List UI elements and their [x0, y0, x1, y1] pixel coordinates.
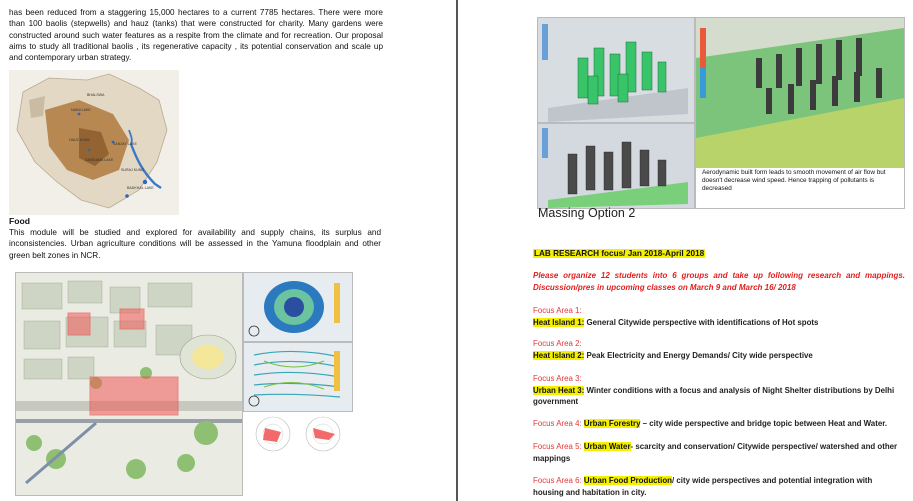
focus-area-title: Heat Island 1: [533, 317, 585, 327]
right-page [460, 0, 913, 501]
aero-caption: Aerodynamic built form leads to smooth movement of air flow but doesn't decrease wind speed. Hence trapping of pollutants is decreased [702, 169, 886, 192]
focus-area-title: Urban Food Production [583, 476, 672, 485]
focus-area-6 [533, 475, 905, 498]
massing-option-label: Massing Option 2 [538, 206, 636, 220]
focus-area-text: - scarcity and conservation/ Citywide perspective/ watershed and other mappings [533, 442, 898, 463]
focus-area-3 [533, 373, 905, 408]
map-label: SANJAY LAKE [113, 142, 137, 146]
aerodynamic-city-render [695, 17, 905, 209]
focus-area-label: Focus Area 2: [533, 339, 582, 348]
map-label: NAINI LAKE [71, 108, 91, 112]
focus-area-label: Focus Area 6: [533, 476, 582, 485]
massing-render-2 [537, 123, 695, 209]
focus-area-text: Winter conditions with a focus and analysis of Night Shelter distributions by Delhi government [533, 385, 895, 406]
wind-flow-simulation-2 [243, 342, 353, 412]
focus-area-5 [533, 441, 905, 464]
food-heading: Food [9, 216, 30, 226]
focus-area-title: Urban Forestry [583, 419, 641, 428]
focus-area-text: – city wide perspective and bridge topic between Heat and Water. [640, 419, 888, 428]
lab-research-title: LAB RESEARCH focus/ Jan 2018-April 2018 [534, 249, 705, 258]
focus-area-title: Heat Island 2: [533, 350, 585, 360]
focus-area-text: Peak Electricity and Energy Demands/ City wide perspective [584, 350, 813, 360]
massing-render-1 [537, 17, 695, 123]
food-paragraph: This module will be studied and explored for availability and supply chains, its surplus and inconsistencies. Urban agriculture conditions will be assessed in the Yamuna floodplain and other green belt zones in NCR. [9, 228, 381, 260]
focus-area-label: Focus Area 1: [533, 306, 582, 315]
map-label: HAUZ KHAS [69, 138, 90, 142]
map-label: BADKHAL LAKE [127, 186, 154, 190]
wind-rose-diagrams [243, 414, 351, 456]
group-instructions: Please organize 12 students into 6 groups and take up following research and mappings. Discussion/pres in upcoming classes on March 9 and March 16/ 2018 [533, 271, 905, 292]
focus-area-text: General Citywide perspective with identifications of Hot spots [584, 317, 819, 327]
left-page [0, 0, 455, 501]
focus-area-label: Focus Area 3: [533, 374, 582, 383]
delhi-water-map [9, 70, 179, 215]
map-label: SURAJ KUND [121, 168, 144, 172]
wind-flow-simulation-1 [243, 272, 353, 342]
map-label: BHALSWA [87, 93, 105, 97]
focus-area-1 [533, 305, 905, 328]
intro-paragraph: has been reduced from a staggering 15,000 hectares to a current 7785 hectares. There were more than 100 baolis (stepwells) and hauz (tanks) that were constructed for charity. Many gardens were constructed around such water features as a respite from the climate and for recreation. Our proposal aims to study all traditional baolis , its regenerative capacity , its potential conservation and scale up and contemporary urban strategy. [9, 8, 383, 63]
focus-area-2 [533, 338, 905, 361]
focus-area-4 [533, 418, 905, 430]
focus-area-label: Focus Area 5: [533, 442, 582, 451]
site-masterplan-image [15, 272, 243, 496]
focus-area-title: Urban Heat 3: [533, 385, 585, 395]
focus-area-label: Focus Area 4: [533, 419, 582, 428]
page-divider [456, 0, 458, 501]
focus-area-title: Urban Water [583, 442, 631, 451]
focus-area-text: / city wide perspectives and potential integration with housing and habitation in city. [533, 476, 873, 497]
map-label: DAMDAMA LAKE [85, 158, 114, 162]
